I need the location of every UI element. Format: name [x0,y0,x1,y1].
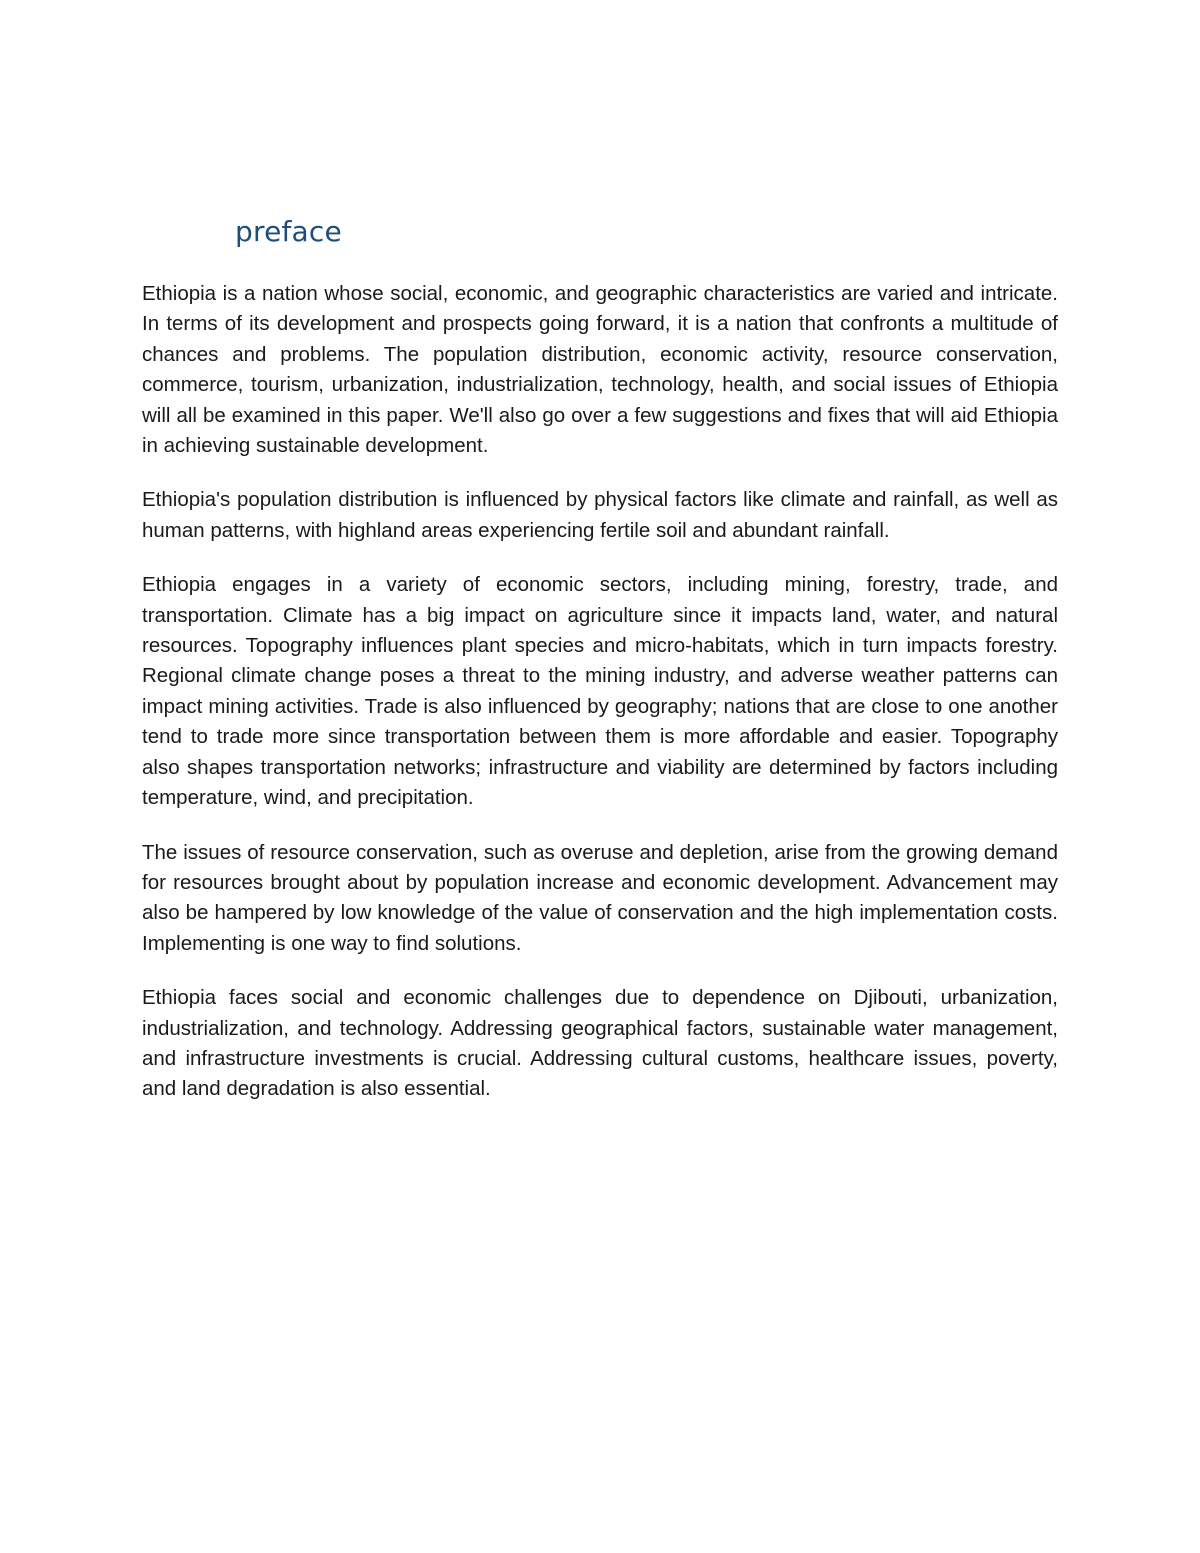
paragraph-resource-conservation: The issues of resource conservation, such as overuse and depletion, arise from the growing demand for resources brought about by population increase and economic development. Advancement may also be hampered by low knowledge of the value of conservation and the high implementation costs. Implementing is one way to find solutions. [142,840,1058,955]
paragraph-social-economic-challenges: Ethiopia faces social and economic challenges due to dependence on Djibouti, urbanization, industrialization, and technology. Addressing geographical factors, sustainable water management, and infrastructure investments is crucial. Addressing cultural customs, healthcare issues, poverty, and land degradation is also essential. [142,986,1058,1101]
document-body [142,279,1058,1129]
paragraph-introduction: Ethiopia is a nation whose social, economic, and geographic characteristics are varied and intricate. In terms of its development and prospects going forward, it is a nation that confronts a multitude of chances and problems. The population distribution, economic activity, resource conservation, commerce, tourism, urbanization, industrialization, technology, health, and social issues of Ethiopia will all be examined in this paper. We'll also go over a few suggestions and fixes that will aid Ethiopia in achieving sustainable development. [142,282,1058,458]
preface-heading: preface [235,215,342,248]
paragraph-population-distribution: Ethiopia's population distribution is influenced by physical factors like climate and rainfall, as well as human patterns, with highland areas experiencing fertile soil and abundant rainfall. [142,488,1058,542]
paragraph-economic-sectors: Ethiopia engages in a variety of economic sectors, including mining, forestry, trade, and transportation. Climate has a big impact on agriculture since it impacts land, water, and natural resources. Topography influences plant species and micro-habitats, which in turn impacts forestry. Regional climate change poses a threat to the mining industry, and adverse weather patterns can impact mining activities. Trade is also influenced by geography; nations that are close to one another tend to trade more since transportation between them is more affordable and easier. Topography also shapes transportation networks; infrastructure and viability are determined by factors including temperature, wind, and precipitation. [142,573,1058,810]
